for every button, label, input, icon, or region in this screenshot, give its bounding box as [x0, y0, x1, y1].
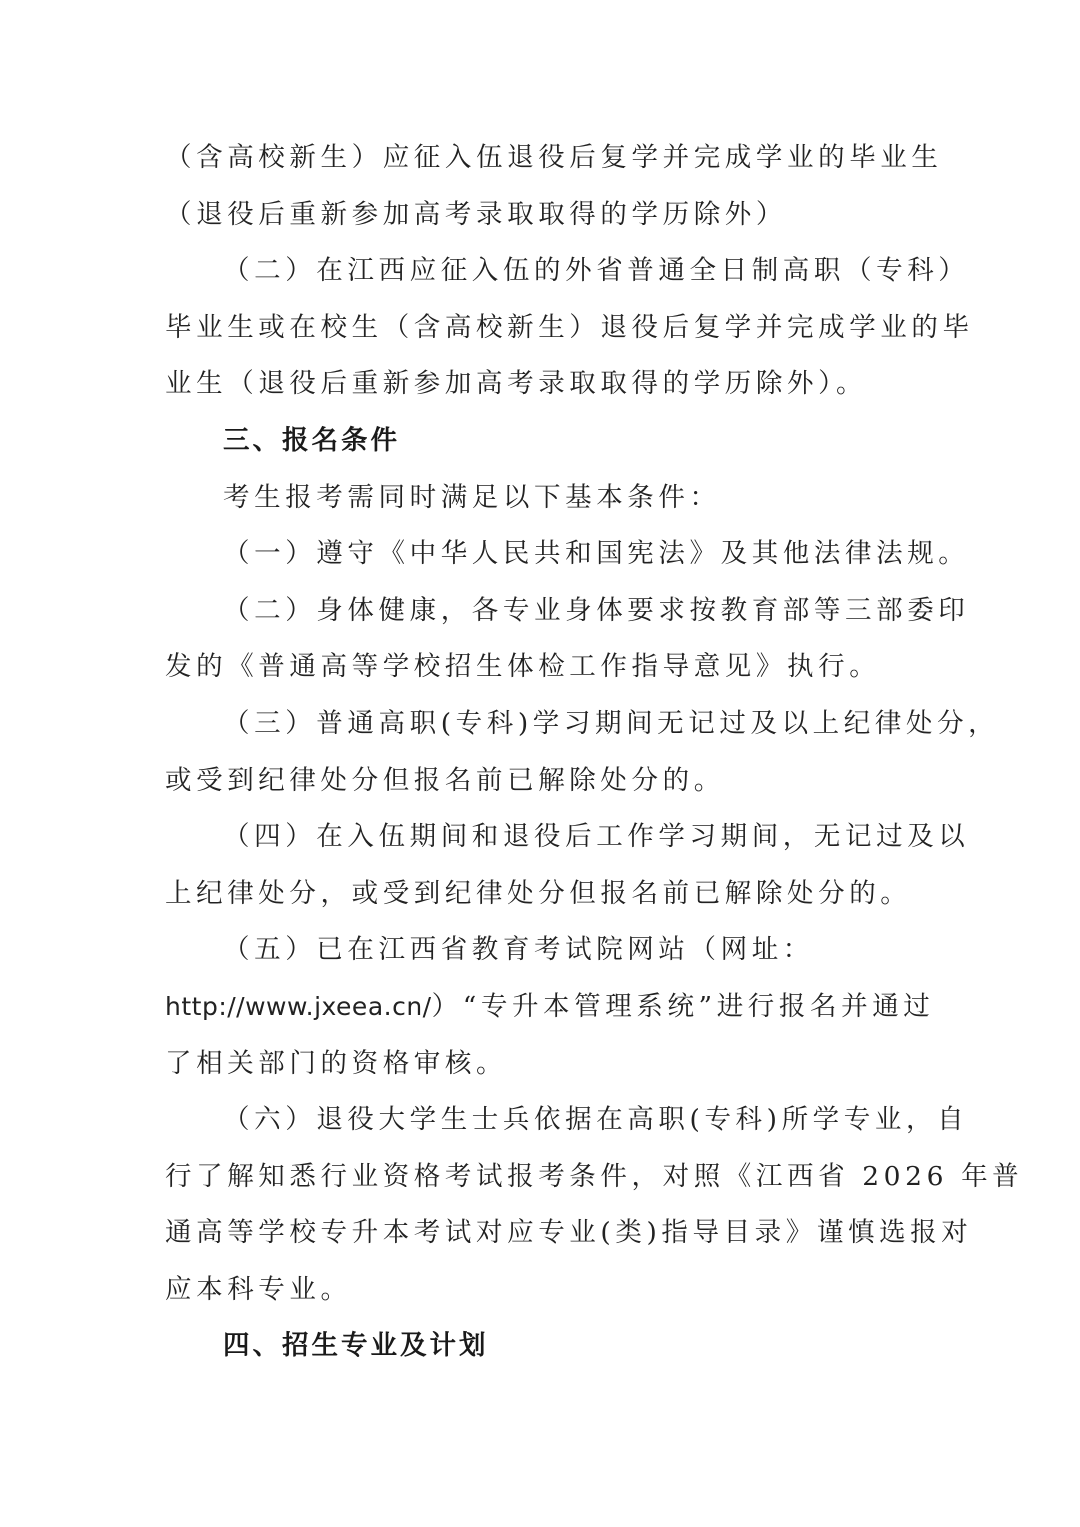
condition-2-line: 发的《普通高等学校招生体检工作指导意见》执行。 [165, 651, 881, 683]
condition-2-line: （二）身体健康，各专业身体要求按教育部等三部委印 [223, 594, 970, 626]
condition-6-line: 行了解知悉行业资格考试报考条件，对照《江西省 2026 年普 [165, 1160, 1024, 1192]
paragraph-line: （退役后重新参加高考录取取得的学历除外） [165, 198, 787, 230]
document-body [165, 130, 1024, 1375]
condition-4-line: （四）在入伍期间和退役后工作学习期间，无记过及以 [223, 821, 970, 853]
section-heading-4: 四、招生专业及计划 [223, 1330, 489, 1362]
condition-6-line: （六）退役大学生士兵依据在高职(专科)所学专业，自 [223, 1104, 969, 1136]
condition-3-line: 或受到纪律处分但报名前已解除处分的。 [165, 764, 725, 796]
paragraph-line: （含高校新生）应征入伍退役后复学并完成学业的毕业生 [165, 142, 943, 173]
condition-1: （一）遵守《中华人民共和国宪法》及其他法律法规。 [223, 538, 970, 570]
website-url: http://www.jxeea.cn/ [165, 991, 432, 1021]
condition-3-line: （三）普通高职(专科)学习期间无记过及以上纪律处分， [223, 707, 1000, 739]
item-2-line: （二）在江西应征入伍的外省普通全日制高职（专科） [223, 255, 970, 287]
item-2-line: 业生（退役后重新参加高考录取取得的学历除外）。 [165, 368, 868, 400]
condition-5-line: （五）已在江西省教育考试院网站（网址： [223, 934, 814, 966]
condition-5-text: ）“专升本管理系统”进行报名并通过 [431, 990, 935, 1022]
condition-4-line: 上纪律处分，或受到纪律处分但报名前已解除处分的。 [165, 877, 912, 909]
conditions-intro: 考生报考需同时满足以下基本条件： [223, 481, 721, 513]
section-heading-3: 三、报名条件 [223, 424, 400, 456]
condition-5-line: 了相关部门的资格审核。 [165, 1047, 508, 1079]
condition-6-line: 应本科专业。 [165, 1273, 352, 1305]
condition-5-line [165, 979, 935, 1036]
condition-6-line: 通高等学校专升本考试对应专业(类)指导目录》谨慎选报对 [165, 1217, 973, 1249]
item-2-line: 毕业生或在校生（含高校新生）退役后复学并完成学业的毕 [165, 311, 974, 343]
